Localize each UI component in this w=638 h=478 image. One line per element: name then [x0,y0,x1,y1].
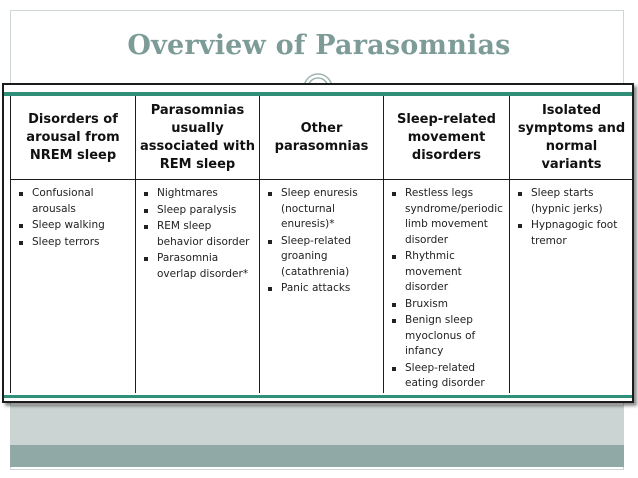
list-item: Sleep enuresis (nocturnal enuresis)* [268,186,379,233]
square-bullet-icon [19,241,23,245]
square-bullet-icon [19,224,23,228]
square-bullet-icon [392,319,396,323]
parasomnia-table [2,83,634,403]
list-item: Benign sleep myoclonus of infancy [392,313,505,360]
square-bullet-icon [392,303,396,307]
square-bullet-icon [144,192,148,196]
column-header-nrem: Disorders of arousal from NREM sleep [11,96,136,180]
square-bullet-icon [144,225,148,229]
list-item: Hypnagogic foot tremor [518,218,629,249]
square-bullet-icon [392,367,396,371]
column-header-movement: Sleep-related movement disorders [384,96,510,180]
list-item: REM sleep behavior disorder [144,219,255,250]
column-items-rem [136,180,260,393]
list-item: Restless legs syndrome/periodic limb movement disorder [392,186,505,248]
list-item: Confusional arousals [19,186,131,217]
list-item: Sleep-related eating disorder [392,361,505,392]
square-bullet-icon [268,240,272,244]
list-item: Sleep terrors [19,235,131,251]
column-header-isolated: Isolated symptoms and normal variants [510,96,634,180]
bottom-band-dark [10,445,624,467]
list-item: Sleep paralysis [144,203,255,219]
table-grid [10,96,634,393]
column-items-movement [384,180,510,393]
column-items-other [260,180,384,393]
list-item: Sleep-related groaning (catathrenia) [268,234,379,281]
table-bottom-accent-line [4,395,632,398]
square-bullet-icon [268,287,272,291]
list-item: Bruxism [392,297,505,313]
list-item: Rhythmic movement disorder [392,249,505,296]
square-bullet-icon [518,192,522,196]
list-item: Panic attacks [268,281,379,297]
square-bullet-icon [392,192,396,196]
column-items-isolated [510,180,634,393]
square-bullet-icon [518,224,522,228]
list-item: Parasomnia overlap disorder* [144,251,255,282]
list-item: Sleep starts (hypnic jerks) [518,186,629,217]
square-bullet-icon [144,209,148,213]
square-bullet-icon [268,192,272,196]
square-bullet-icon [144,257,148,261]
bottom-band-light [10,405,624,445]
square-bullet-icon [392,255,396,259]
column-items-nrem [11,180,136,393]
square-bullet-icon [19,192,23,196]
list-item: Nightmares [144,186,255,202]
column-header-rem: Parasomnias usually associated with REM sleep [136,96,260,180]
slide-title: Overview of Parasomnias [127,30,511,61]
column-header-other: Other parasomnias [260,96,384,180]
list-item: Sleep walking [19,218,131,234]
